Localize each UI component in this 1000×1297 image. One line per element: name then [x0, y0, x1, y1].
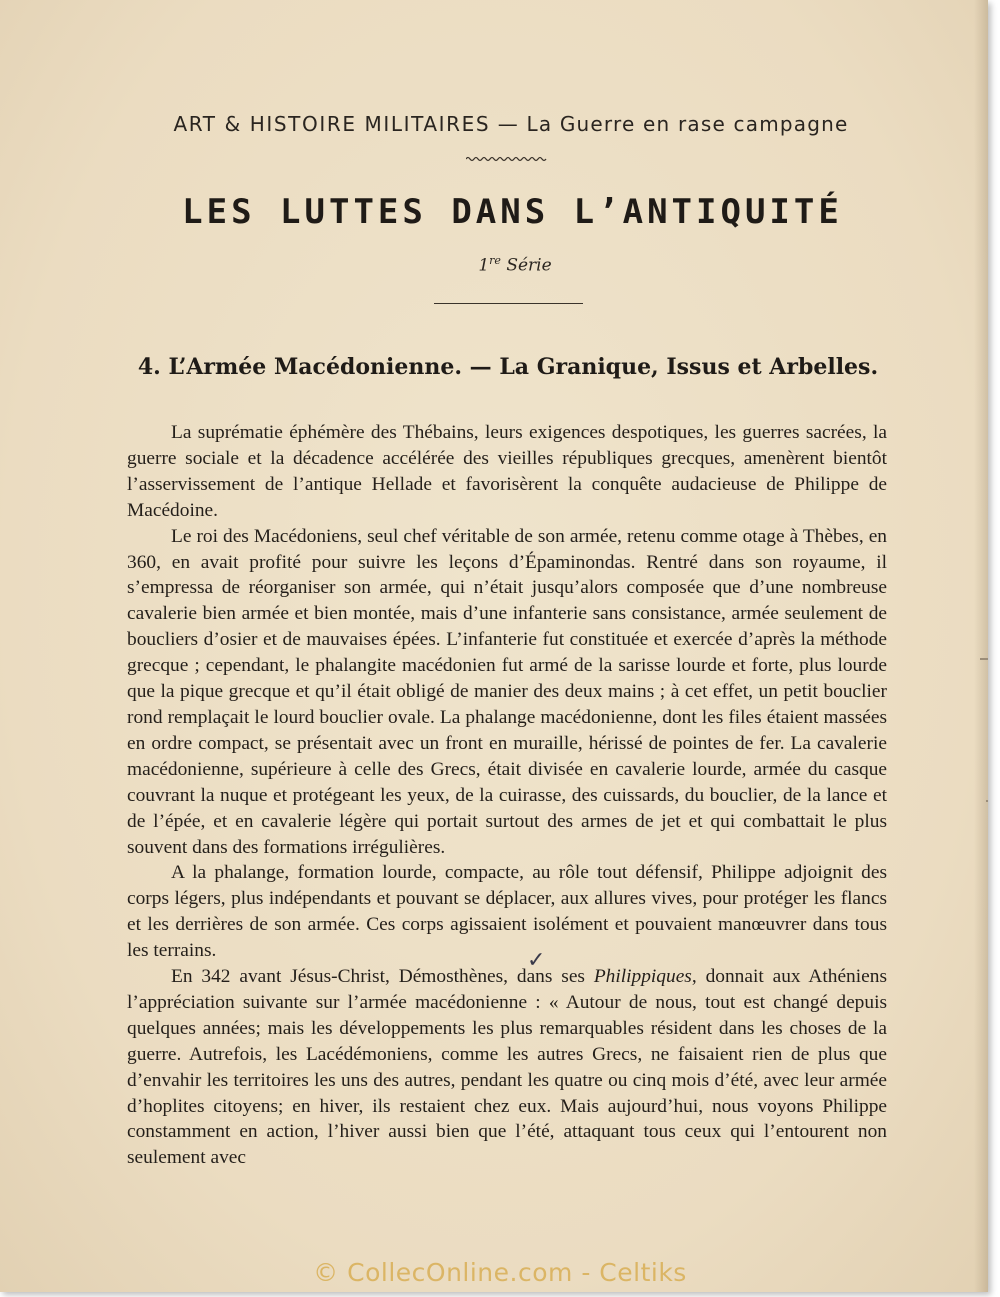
- series-label: Série: [500, 255, 552, 276]
- title-rule: [434, 303, 583, 304]
- series-name: ART & HISTOIRE MILITAIRES: [173, 112, 491, 136]
- paragraph: Le roi des Macédoniens, seul chef véritable de son armée, retenu comme otage à Thèbes, en 360, en avait profité pour suivre les leçons d’Épaminondas. Rentré dans son royaume, il s’empressa de réorganiser son armée, qui n’était jusqu’alors composée que d’une nombreuse cavalerie bien armée et bien montée, mais d’une infanterie sans consistance, armée seulement de boucliers d’osier et de mauvaises épées. L’infanterie fut constituée et exercée d’après la méthode grecque ; cependant, le phalangite macédonien fut armé de la sarisse lourde et forte, plus lourde que la pique grecque et qu’il était obligé de manier des deux mains ; à cet effet, un petit bouclier rond remplaçait le lourd bouclier ovale. La phalange macédonienne, dont les files étaient massées en ordre compact, se présentait avec un front en muraille, hérissé de pointes de fer. La cavalerie macédonienne, supérieure à celle des Grecs, était divisée en cavalerie lourde, armée du casque couvrant la nuque et protégeant les yeux, de la cuirasse, des cuissards, du bouclier, de la lance et de l’épée, et en cavalerie légère qui portait surtout des armes de jet et qui combattait le plus souvent dans des formations irrégulières.: [127, 525, 887, 858]
- paragraph: La suprématie éphémère des Thébains, leurs exigences despotiques, les guerres sacrées, la guerre sociale et la décadence accélérée des vieilles républiques grecques, amenèrent bientôt l’asservissement de l’antique Hellade et favorisèrent la conquête audacieuse de Philippe de Macédoine.: [127, 422, 887, 521]
- series-number: [0, 254, 988, 276]
- pen-mark: ✓: [527, 948, 546, 973]
- edge-mark: [980, 658, 988, 660]
- series-subject: — La Guerre en rase campagne: [490, 112, 849, 136]
- watermark: © CollecOnline.com - Celtiks: [313, 1258, 687, 1287]
- paragraph: A la phalange, formation lourde, compacte, au rôle tout défensif, Philippe adjoignit des corps légers, plus indépendants et pouvant se déplacer, aux allures vives, pour protéger les flancs et les derrières de son armée. Ces corps agissaient isolément et pouvaient manœuvrer dans tous les terrains.: [127, 862, 887, 962]
- series-ordinal-suffix: re: [489, 254, 501, 267]
- body-text: [127, 420, 887, 1171]
- paragraph-text: En 342 avant Jésus-Christ, Démosthènes, dans ses: [171, 966, 594, 988]
- chapter-heading: 4. L’Armée Macédonienne. — La Granique, Issus et Arbelles.: [137, 354, 879, 380]
- paragraph: [127, 964, 887, 1171]
- series-header: [0, 112, 988, 136]
- edge-mark: [986, 800, 988, 802]
- document-title: LES LUTTES DANS L’ANTIQUITÉ: [182, 192, 843, 232]
- wavy-divider: [466, 156, 548, 162]
- paragraph-text: , donnait aux Athéniens l’appréciation suivante sur l’armée macédonienne : « Autour de nous, tout est changé depuis quelques années; mais les développements les plus remarquables résident dans les choses de la guerre. Autrefois, les Lacédémoniens, comme les autres Grecs, ne faisaient rien de plus que d’envahir les territoires les uns des autres, pendant les quatre ou cinq mois d’été, avec leur armée d’hoplites citoyens; en hiver, ils restaient chez eux. Mais aujourd’hui, nous voyons Philippe constamment en action, l’hiver aussi bien que l’été, attaquant tous ceux qui l’entourent non seulement avec: [127, 966, 887, 1169]
- work-title: Philippiques: [593, 966, 692, 988]
- series-ordinal: 1: [478, 255, 490, 276]
